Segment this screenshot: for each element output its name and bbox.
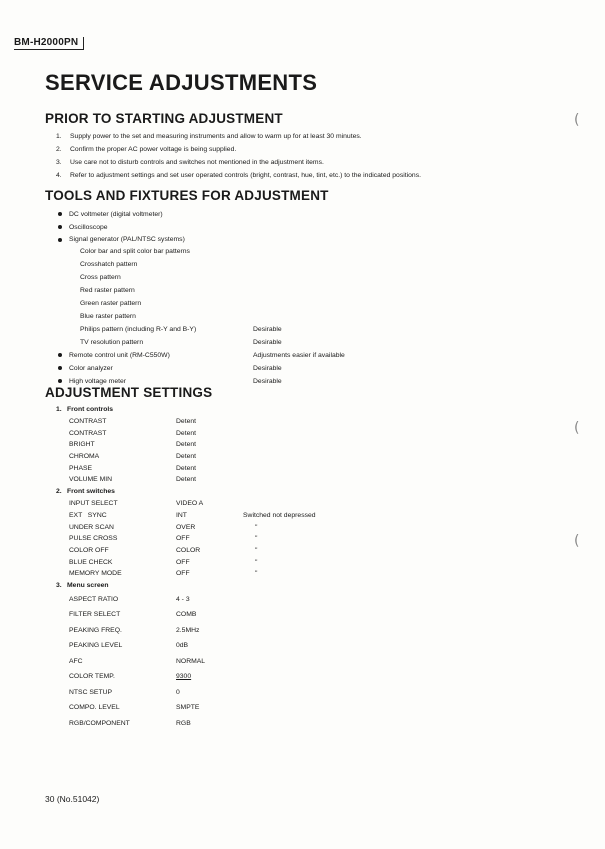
table-row: PHASE Detent [69,464,197,472]
table-row: ASPECT RATIO 4 - 3 [69,595,190,603]
model-number: BM-H2000PN [14,37,84,50]
bullet-icon [58,353,62,357]
bullet-icon [58,238,62,242]
table-row: AFC NORMAL [69,657,206,665]
settings-heading: ADJUSTMENT SETTINGS [45,385,213,400]
page-title: SERVICE ADJUSTMENTS [45,70,318,95]
table-row: COLOR TEMP. 9300 [69,673,192,681]
section-heading: 2. Front switches [56,488,115,496]
list-item: 4. Refer to adjustment settings and set user operated controls (bright, contrast, hue, tint, etc.) to the indicated positions. [56,172,421,179]
list-item: 1. Supply power to the set and measuring instruments and allow to warm up for at least 30 minutes. [56,133,362,140]
table-row: COLOR OFF COLOR " [69,546,258,554]
tools-heading: TOOLS AND FIXTURES FOR ADJUSTMENT [45,188,329,203]
table-row: COMPO. LEVEL SMPTE [69,704,200,712]
prior-list [56,130,421,182]
table-row: NTSC SETUP 0 [69,688,180,696]
table-row: INPUT SELECT VIDEO A [69,500,204,508]
table-row: FILTER SELECT COMB [69,611,197,619]
section-heading: 3. Menu screen [56,581,109,589]
table-row: BLUE CHECK OFF " [69,558,258,566]
table-row: CHROMA Detent [69,453,197,461]
section-heading: 1. Front controls [56,406,114,413]
table-row: CONTRAST Detent [69,429,197,437]
table-row: PEAKING FREQ. 2.5MHz [69,626,200,634]
table-row: MEMORY MODE OFF " [69,570,258,578]
bullet-icon [58,366,62,370]
table-row: PULSE CROSS OFF " [69,535,258,543]
page-number: 30 (No.51042) [45,794,100,804]
scan-mark-icon: ( [574,533,580,549]
table-row: VOLUME MIN Detent [69,476,197,484]
table-row: UNDER SCAN OVER " [69,523,258,531]
scan-mark-icon: ( [574,112,580,128]
scan-mark-icon: ( [574,420,580,436]
prior-heading: PRIOR TO STARTING ADJUSTMENT [45,111,283,126]
table-row: PEAKING LEVEL 0dB [69,642,189,650]
bullet-icon [58,212,62,216]
table-row: CONTRAST Detent [69,418,197,425]
table-row: RGB/COMPONENT RGB [69,719,191,727]
bullet-icon [58,379,62,383]
settings-list [56,404,316,731]
bullet-icon [58,225,62,229]
list-item: 3. Use care not to disturb controls and switches not mentioned in the adjustment items. [56,159,324,166]
table-row: EXT SYNC INT Switched not depressed [69,511,316,519]
list-item: 2. Confirm the proper AC power voltage is being supplied. [56,146,237,153]
table-row: BRIGHT Detent [69,441,197,449]
